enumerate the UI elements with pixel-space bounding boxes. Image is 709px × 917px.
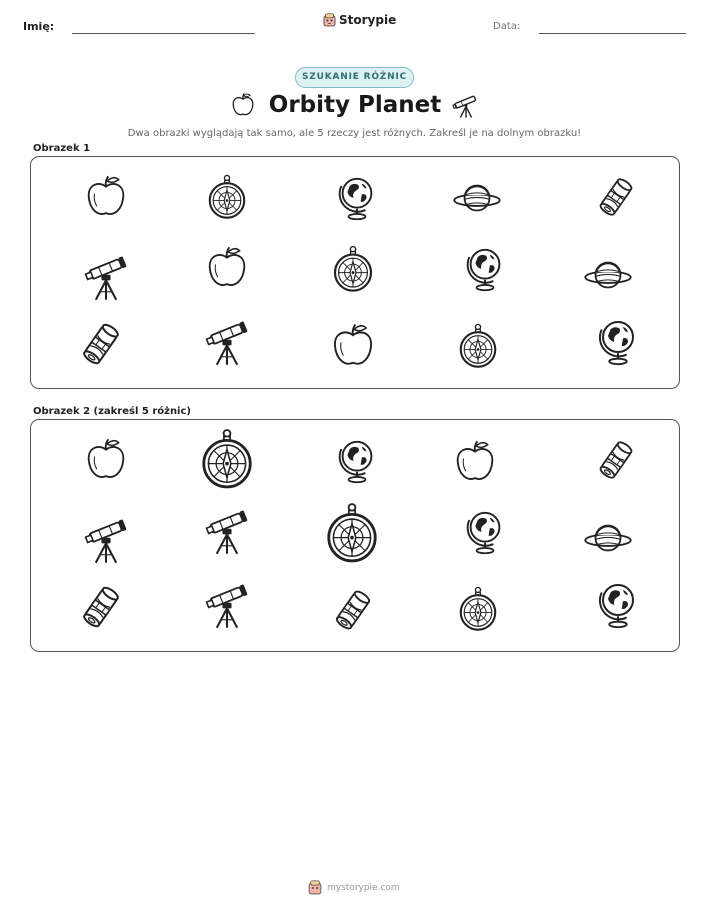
date-field-line[interactable] [539, 33, 686, 34]
telescope-icon [83, 515, 129, 569]
telescope-icon [204, 317, 250, 371]
globe-icon [333, 437, 381, 489]
activity-tag: SZUKANIE RÓŻNIC [295, 67, 414, 88]
planet-icon [452, 176, 502, 224]
compass-icon [204, 174, 250, 224]
apple-icon [83, 174, 129, 224]
apple-icon [329, 322, 377, 374]
storypie-mascot-icon [323, 13, 336, 27]
compass-icon [455, 585, 501, 637]
footer-url[interactable]: mystorypie.com [327, 882, 400, 893]
globe-icon [593, 580, 643, 634]
compass-icon [329, 245, 377, 297]
storypie-mascot-icon [308, 880, 322, 895]
scroll-icon [76, 319, 126, 373]
scroll-icon [76, 582, 126, 636]
picture-1-panel [30, 156, 680, 389]
telescope-decoration-icon [452, 90, 480, 120]
scroll-icon[interactable] [329, 586, 377, 638]
panel-2-label: Obrazek 2 (zakreśl 5 różnic) [33, 406, 191, 417]
footer [308, 880, 400, 895]
name-field-line[interactable] [72, 33, 255, 34]
panel-1-label: Obrazek 1 [33, 143, 91, 154]
brand-name: Storypie [339, 13, 397, 27]
planet-icon [583, 253, 633, 301]
compass-icon [455, 322, 501, 374]
brand-logo [323, 13, 396, 27]
globe-icon [461, 245, 509, 297]
globe-icon [461, 508, 509, 560]
instructions: Dwa obrazki wyglądają tak samo, ale 5 rzeczy jest różnych. Zakreśl je na dolnym obrazku! [127, 128, 582, 139]
scroll-icon [593, 437, 639, 487]
telescope-icon [83, 252, 129, 306]
globe-icon [333, 174, 381, 226]
planet-icon [583, 516, 633, 564]
globe-icon [593, 317, 643, 371]
apple-icon [204, 245, 250, 295]
compass-large-icon[interactable] [196, 427, 258, 495]
telescope-icon[interactable] [204, 506, 250, 560]
date-label: Data: [493, 21, 521, 32]
apple-decoration-icon [230, 92, 256, 118]
picture-2-panel [30, 419, 680, 652]
compass-large-icon[interactable] [321, 500, 383, 570]
apple-icon [83, 437, 129, 487]
scroll-icon [593, 174, 639, 224]
page-title: Orbity Planet [268, 92, 442, 118]
name-label: Imię: [23, 20, 55, 33]
apple-icon[interactable] [452, 439, 498, 489]
telescope-icon [204, 580, 250, 634]
